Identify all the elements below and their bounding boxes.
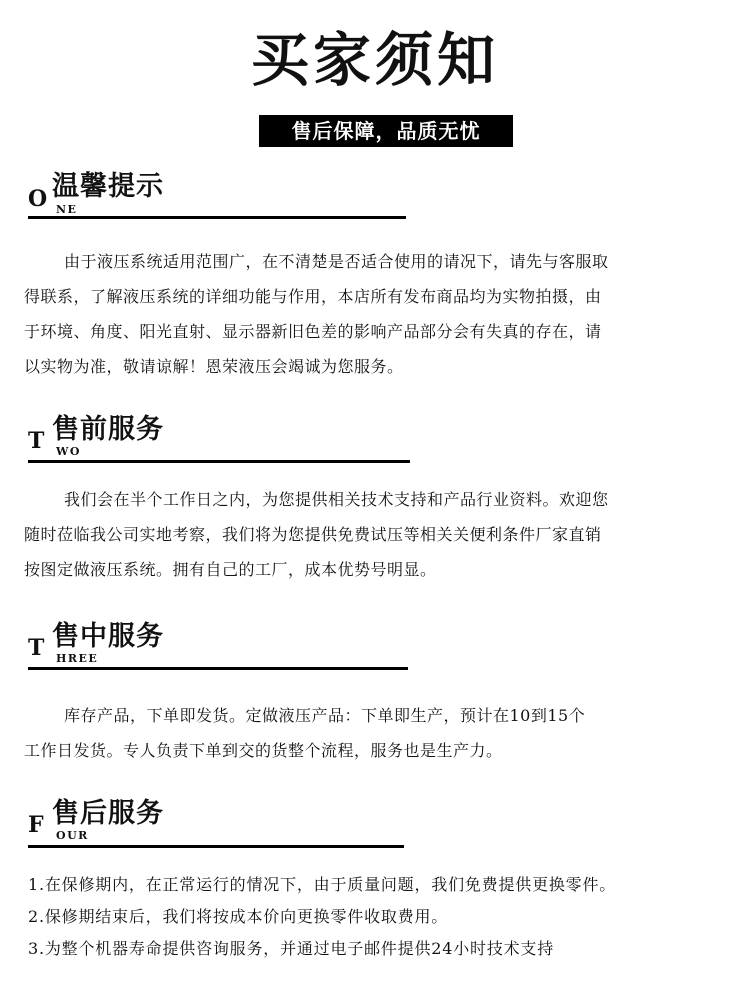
text-line: 于环境、角度、阳光直射、显示器新旧色差的影响产品部分会有失真的存在，请 bbox=[24, 322, 602, 341]
page-title: 买家须知 bbox=[250, 26, 499, 94]
section-number-word: OUR bbox=[56, 829, 89, 842]
section-divider bbox=[28, 460, 410, 463]
paragraph-pre-sales bbox=[24, 482, 732, 587]
section-number-word: WO bbox=[56, 445, 81, 458]
section-divider bbox=[28, 667, 408, 670]
section-header-three bbox=[28, 620, 408, 670]
section-divider bbox=[28, 216, 406, 219]
paragraph-in-sales bbox=[24, 698, 732, 768]
section-letter: T bbox=[28, 635, 45, 661]
text-line: 由于液压系统适用范围广，在不清楚是否适合使用的请况下，请先与客服取 bbox=[64, 252, 609, 271]
section-letter: T bbox=[28, 428, 45, 454]
list-item: 2.保修期结束后，我们将按成本价向更换零件收取费用。 bbox=[28, 907, 449, 926]
text-line: 按图定做液压系统。拥有自己的工厂，成本优势号明显。 bbox=[24, 560, 437, 579]
section-number-word: HREE bbox=[56, 652, 99, 665]
subtitle-banner: 售后保障，品质无忧 bbox=[259, 115, 513, 147]
text-line: 工作日发货。专人负责下单到交的货整个流程，服务也是生产力。 bbox=[24, 741, 503, 760]
text-line: 我们会在半个工作日之内，为您提供相关技术支持和产品行业资料。欢迎您 bbox=[64, 490, 609, 509]
paragraph-warm-tips bbox=[24, 244, 732, 384]
list-item: 1.在保修期内，在正常运行的情况下，由于质量问题，我们免费提供更换零件。 bbox=[28, 875, 617, 894]
section-header-one bbox=[28, 170, 408, 220]
section-title: 温馨提示 bbox=[52, 171, 164, 202]
text-line: 得联系，了解液压系统的详细功能与作用，本店所有发布商品均为实物拍摄，由 bbox=[24, 287, 602, 306]
section-title: 售后服务 bbox=[52, 798, 164, 829]
section-letter: F bbox=[28, 812, 44, 838]
text-line: 随时莅临我公司实地考察，我们将为您提供免费试压等相关关便利条件厂家直销 bbox=[24, 525, 602, 544]
text-line: 以实物为准，敬请谅解！恩荣液压会竭诚为您服务。 bbox=[24, 357, 404, 376]
section-title: 售中服务 bbox=[52, 621, 164, 652]
list-item: 3.为整个机器寿命提供咨询服务，并通过电子邮件提供24小时技术支持 bbox=[28, 939, 555, 958]
section-title: 售前服务 bbox=[52, 414, 164, 445]
section-divider bbox=[28, 845, 404, 848]
text-line: 库存产品，下单即发货。定做液压产品：下单即生产，预计在10到15个 bbox=[64, 706, 586, 725]
section-number-word: NE bbox=[56, 203, 78, 216]
section-header-four bbox=[28, 797, 408, 847]
section-header-two bbox=[28, 413, 408, 463]
section-letter: O bbox=[28, 186, 48, 212]
